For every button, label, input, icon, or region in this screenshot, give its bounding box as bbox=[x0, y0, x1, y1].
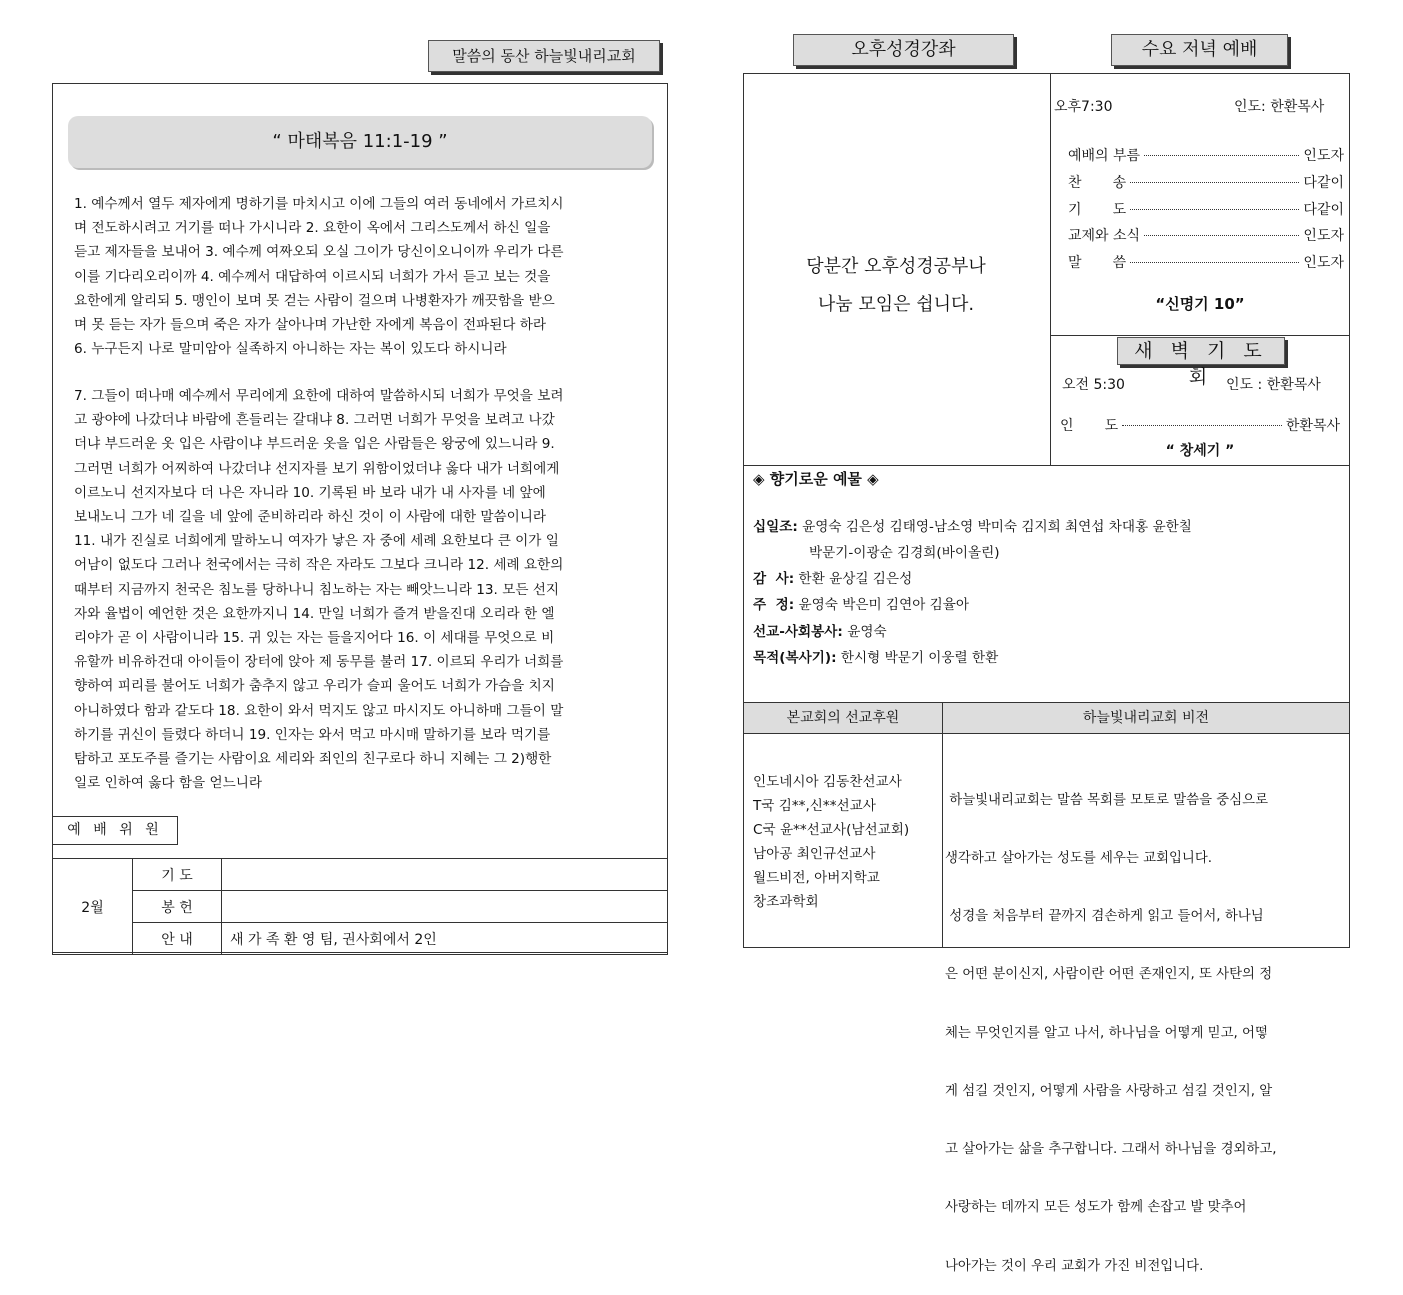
list-item: 인도네시아 김동찬선교사 bbox=[753, 774, 902, 790]
vision-line: 사랑하는 데까지 모든 성도가 함께 손잡고 발 맞추어 bbox=[945, 1200, 1247, 1216]
vision-text bbox=[945, 752, 1345, 1295]
order-who: 인도자 bbox=[1303, 255, 1344, 271]
scripture-line: 1. 예수께서 열두 제자에게 명하기를 마치시고 이에 그들의 여러 동네에서 가르치시 bbox=[74, 196, 564, 212]
vision-line: 체는 무엇인지를 알고 나서, 하나님을 어떻게 믿고, 어떻 bbox=[945, 1025, 1268, 1041]
order-who: 다같이 bbox=[1303, 202, 1344, 218]
dawn-scripture: “ 창세기 ” bbox=[1165, 443, 1235, 459]
divider bbox=[942, 702, 943, 948]
scripture-line: 며 못 듣는 자가 들으며 죽은 자가 살아나며 가난한 자에게 복음이 전파된다 하라 bbox=[74, 317, 547, 334]
order-who: 한환목사 bbox=[1285, 418, 1340, 434]
list-item: T국 김**,신**선교사 bbox=[753, 798, 876, 814]
vision-line: 고 살아가는 삶을 추구합니다. 그래서 하나님을 경외하고, bbox=[945, 1142, 1277, 1158]
offering-row bbox=[753, 620, 887, 640]
scripture-line: 자와 율법이 예언한 것은 요한까지니 14. 만일 너희가 즐겨 받을진대 오리라 한 엘 bbox=[74, 605, 555, 622]
order-item: 찬 송 bbox=[1068, 175, 1127, 191]
month-cell: 2월 bbox=[53, 859, 133, 955]
divider bbox=[743, 465, 1350, 466]
offering-row bbox=[753, 646, 998, 666]
order-row bbox=[1068, 172, 1344, 192]
wed-leader: 인도: 한환목사 bbox=[1234, 99, 1325, 115]
offering-row bbox=[753, 593, 969, 613]
scripture-paragraph-2 bbox=[74, 384, 664, 795]
divider bbox=[1050, 335, 1350, 336]
scripture-line: 때부터 지금까지 천국은 침노를 당하나니 침노하는 자는 빼앗느니라 13. 모든 선지 bbox=[74, 581, 560, 598]
list-item: 월드비전, 아버지학교 bbox=[753, 870, 880, 886]
church-name-box: 말씀의 동산 하늘빛내리교회 bbox=[428, 40, 660, 72]
scripture-line: 유할까 비유하건대 아이들이 장터에 앉아 제 동무를 불러 17. 이르되 우리가 너희를 bbox=[74, 654, 564, 671]
scripture-line: 듣고 제자들을 보내어 3. 예수께 여짜오되 오실 그이가 당신이오니이까 우리가 다른 bbox=[74, 244, 564, 261]
assignee-cell bbox=[222, 891, 668, 923]
scripture-line: 이르노니 선지자보다 더 나은 자니라 10. 기록된 바 보라 내가 내 사자를 네 앞에 bbox=[74, 484, 546, 501]
scripture-line: 리야가 곧 이 사람이니라 15. 귀 있는 자는 들을지어다 16. 이 세대를 무엇으로 비 bbox=[74, 630, 555, 647]
scripture-title: “ 마태복음 11:1-19 ” bbox=[68, 116, 652, 168]
order-who: 인도자 bbox=[1303, 228, 1344, 244]
vision-line: 생각하고 살아가는 성도를 세우는 교회입니다. bbox=[945, 851, 1213, 867]
scripture-line: 향하여 피리를 불어도 너희가 춤추지 않고 우리가 슬피 울어도 너희가 가슴을 치지 bbox=[74, 678, 555, 695]
wednesday-service-header: 수요 저녁 예배 bbox=[1111, 34, 1288, 66]
offering-names: 윤영숙 박은미 김연아 김율아 bbox=[798, 597, 970, 613]
order-row bbox=[1068, 225, 1344, 245]
vision-line: 성경을 처음부터 끝까지 겸손하게 읽고 들어서, 하나님 bbox=[945, 909, 1264, 925]
order-item: 인 도 bbox=[1060, 418, 1119, 434]
order-who: 다같이 bbox=[1303, 175, 1344, 191]
divider bbox=[743, 733, 1350, 734]
offering-label: 선교-사회봉사: bbox=[753, 624, 843, 640]
assignee-cell: 새 가 족 환 영 팀, 권사회에서 2인 bbox=[222, 923, 668, 955]
offering-label: 주 정: bbox=[753, 597, 795, 613]
offering-row bbox=[753, 515, 1192, 535]
vision-line: 나아가는 것이 우리 교회가 가진 비전입니다. bbox=[945, 1258, 1204, 1274]
dawn-leader: 인도 : 한환목사 bbox=[1226, 377, 1321, 393]
role-cell: 기 도 bbox=[133, 859, 222, 891]
offering-names: 한환 윤상길 김은성 bbox=[798, 571, 913, 587]
order-who: 인도자 bbox=[1303, 148, 1344, 164]
role-cell: 봉 헌 bbox=[133, 891, 222, 923]
wed-time: 오후7:30 bbox=[1054, 99, 1113, 115]
offering-header: ◈ 향기로운 예물 ◈ bbox=[753, 470, 879, 488]
offering-label: 십일조: bbox=[753, 519, 798, 535]
offering-label: 감 사: bbox=[753, 571, 795, 587]
scripture-line: 더냐 부드러운 옷 입은 사람이냐 부드러운 옷을 입은 사람들은 왕궁에 있느니라 9. bbox=[74, 436, 555, 453]
order-item: 기 도 bbox=[1068, 202, 1127, 218]
scripture-line: 6. 누구든지 나로 말미암아 실족하지 아니하는 자는 복이 있도다 하시니라 bbox=[74, 341, 507, 358]
vision-line: 하늘빛내리교회는 말씀 목회를 모토로 말씀을 중심으로 bbox=[945, 792, 1269, 808]
dawn-order-row bbox=[1060, 415, 1340, 435]
scripture-line: 탐하고 포도주를 즐기는 사람이요 세리와 죄인의 친구로다 하니 지혜는 그 2)행한 bbox=[74, 751, 552, 768]
scripture-line: 요한에게 알리되 5. 맹인이 보며 못 걷는 사람이 걸으며 나병환자가 깨끗함을 받으 bbox=[74, 292, 555, 309]
scripture-line: 며 전도하시려고 거기를 떠나 가시니라 2. 요한이 옥에서 그리스도께서 하신 일을 bbox=[74, 220, 551, 237]
scripture-line: 보내노니 그가 네 길을 네 앞에 준비하리라 하신 것이 이 사람에 대한 말씀이니라 bbox=[74, 509, 547, 526]
offering-row bbox=[753, 567, 912, 587]
role-cell: 안 내 bbox=[133, 923, 222, 955]
scripture-paragraph-1 bbox=[74, 192, 664, 361]
list-item: C국 윤**선교사(남선교회) bbox=[753, 822, 910, 838]
order-row bbox=[1068, 252, 1344, 272]
offering-names: 박문기-이광순 김경희(바이올린) bbox=[809, 545, 1000, 561]
scripture-line: 7. 그들이 떠나매 예수께서 무리에게 요한에 대하여 말씀하시되 너희가 무엇을 보려 bbox=[74, 388, 564, 404]
order-item: 말 씀 bbox=[1068, 255, 1127, 271]
list-item: 창조과학회 bbox=[753, 894, 819, 910]
wed-scripture: “신명기 10” bbox=[1155, 295, 1245, 313]
scripture-line: 고 광야에 나갔더냐 바람에 흔들리는 갈대냐 8. 그러면 너희가 무엇을 보려고 나갔 bbox=[74, 412, 555, 429]
offering-row bbox=[809, 541, 1000, 561]
dawn-prayer-header: 새 벽 기 도 회 bbox=[1117, 337, 1285, 365]
mission-list bbox=[753, 770, 909, 914]
order-item: 교제와 소식 bbox=[1068, 228, 1141, 244]
vision-line: 게 섬길 것인지, 어떻게 사람을 사랑하고 섬길 것인지, 알 bbox=[945, 1083, 1273, 1099]
scripture-line: 아니하였다 함과 같도다 18. 요한이 와서 먹지도 않고 마시지도 아니하매 그들이 말 bbox=[74, 702, 564, 719]
offering-label: 목적(복사기): bbox=[753, 650, 837, 666]
dawn-time: 오전 5:30 bbox=[1062, 377, 1125, 393]
notice-line: 나눔 모임은 쉽니다. bbox=[817, 294, 975, 315]
table-row bbox=[53, 891, 668, 923]
scripture-line: 어남이 없도다 그러나 천국에서는 극히 작은 자라도 그보다 크니라 12. 세례 요한의 bbox=[74, 557, 564, 574]
scripture-line: 그러면 너희가 어찌하여 나갔더냐 선지자를 보기 위함이었더냐 옳다 내가 너희에게 bbox=[74, 460, 560, 477]
assignee-cell bbox=[222, 859, 668, 891]
divider bbox=[1050, 73, 1051, 466]
church-vision-header: 하늘빛내리교회 비전 bbox=[943, 703, 1349, 733]
afternoon-study-header: 오후성경강좌 bbox=[793, 34, 1014, 66]
notice-line: 당분간 오후성경공부나 bbox=[806, 256, 986, 277]
offering-names: 한시형 박문기 이웅렬 한환 bbox=[840, 650, 999, 666]
order-item: 예배의 부름 bbox=[1068, 148, 1141, 164]
duty-table bbox=[52, 858, 668, 955]
mission-support-header: 본교회의 선교후원 bbox=[744, 703, 942, 733]
scripture-line: 일로 인하여 옳다 함을 얻느니라 bbox=[74, 775, 262, 792]
order-row bbox=[1068, 199, 1344, 219]
list-item: 남아공 최인규선교사 bbox=[753, 846, 876, 862]
offering-names: 윤영숙 김은성 김태영-남소영 박미숙 김지희 최연섭 차대홍 윤한칠 bbox=[802, 519, 1192, 535]
table-row bbox=[53, 923, 668, 955]
worship-committee-label: 예 배 위 원 bbox=[52, 816, 178, 845]
scripture-line: 이를 기다리오리이까 4. 예수께서 대답하여 이르시되 너희가 가서 듣고 보는 것을 bbox=[74, 268, 551, 285]
order-row bbox=[1068, 145, 1344, 165]
offering-names: 윤영숙 bbox=[847, 624, 887, 640]
table-row bbox=[53, 859, 668, 891]
scripture-line: 11. 내가 진실로 너희에게 말하노니 여자가 낳은 자 중에 세례 요한보다 큰 이가 일 bbox=[74, 533, 559, 550]
vision-line: 은 어떤 분이신지, 사람이란 어떤 존재인지, 또 사탄의 정 bbox=[945, 967, 1273, 983]
scripture-line: 하기를 귀신이 들렸다 하더니 19. 인자는 와서 먹고 마시매 말하기를 보라 먹기를 bbox=[74, 726, 551, 743]
afternoon-notice bbox=[745, 248, 1047, 324]
